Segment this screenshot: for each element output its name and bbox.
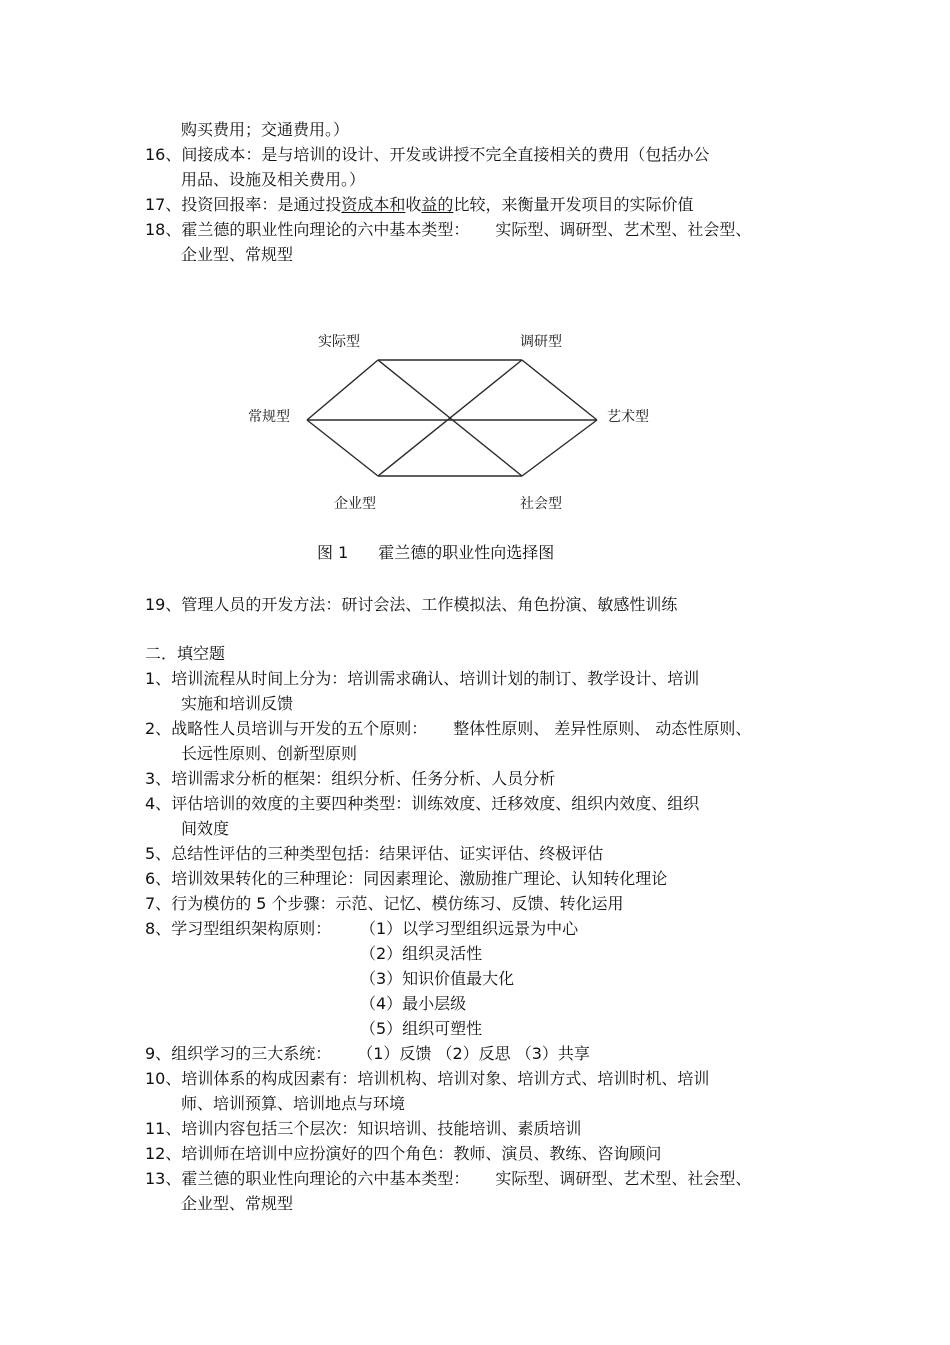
item17-underlined-benefit: 益的	[421, 195, 454, 214]
s2-item9-line	[145, 1044, 590, 1064]
figure-caption	[317, 543, 554, 563]
s2-item1-number: 1、	[145, 669, 172, 688]
hex-right-lower-edge	[522, 420, 597, 476]
s2-item5-number: 5、	[145, 844, 172, 863]
s2-item7-line	[145, 894, 624, 914]
item16-text: 间接成本：是与培训的设计、开发或讲授不完全直接相关的费用（包括办公	[181, 145, 710, 164]
label-investigative: 调研型	[520, 334, 562, 350]
s2-item2-line2: 长远性原则、创新型原则	[181, 744, 358, 763]
s2-item11-text: 培训内容包括三个层次：知识培训、技能培训、素质培训	[181, 1119, 582, 1138]
s2-item1-text: 培训流程从时间上分为：培训需求确认、培训计划的制订、教学设计、培训	[171, 669, 700, 688]
hex-right-upper-edge	[522, 360, 597, 420]
item17-number: 17、	[145, 195, 182, 214]
s2-item8-sub2: （2）组织灵活性	[360, 944, 483, 963]
s2-item8-sub1: （1）以学习型组织远景为中心	[360, 919, 579, 938]
item17-text-post: 比较，来衡量开发项目的实际价值	[453, 195, 694, 214]
item16-line2: 用品、设施及相关费用。）	[181, 170, 366, 189]
s2-item13-line1	[145, 1169, 751, 1189]
item18-types: 实际型、调研型、艺术型、社会型、	[495, 220, 752, 239]
s2-item1-line1	[145, 669, 699, 689]
s2-item11-line	[145, 1119, 581, 1139]
item18-text: 霍兰德的职业性向理论的六中基本类型：	[181, 220, 470, 239]
item15-continuation: 购买费用；交通费用。）	[181, 120, 350, 139]
s2-item8-sub3: （3）知识价值最大化	[360, 969, 515, 988]
s2-item9-systems: （1）反馈 （2）反思 （3）共享	[357, 1044, 590, 1063]
hex-left-upper-edge	[307, 360, 378, 420]
s2-item3-text: 培训需求分析的框架：组织分析、任务分析、人员分析	[171, 769, 556, 788]
item17-text-mid: 收	[405, 195, 422, 214]
s2-item8-sub5: （5）组织可塑性	[360, 1019, 483, 1038]
s2-item13-number: 13、	[145, 1169, 182, 1188]
s2-item4-line1	[145, 794, 699, 814]
section2-heading: 二．填空题	[145, 644, 226, 663]
s2-item10-line1	[145, 1069, 709, 1089]
item16-number: 16、	[145, 145, 182, 164]
s2-item7-number: 7、	[145, 894, 172, 913]
s2-item8-line	[145, 919, 331, 939]
label-enterprising: 企业型	[334, 496, 376, 512]
s2-item4-text: 评估培训的效度的主要四种类型：训练效度、迁移效度、组织内效度、组织	[171, 794, 700, 813]
s2-item13-types: 实际型、调研型、艺术型、社会型、	[495, 1169, 752, 1188]
s2-item6-number: 6、	[145, 869, 172, 888]
s2-item13-text: 霍兰德的职业性向理论的六中基本类型：	[181, 1169, 470, 1188]
label-realistic: 实际型	[318, 334, 360, 350]
item17-underlined-cost: 资成本和	[341, 195, 406, 214]
item19-number: 19、	[145, 595, 182, 614]
s2-item12-number: 12、	[145, 1144, 182, 1163]
s2-item13-line2: 企业型、常规型	[181, 1194, 294, 1213]
label-conventional: 常规型	[248, 409, 290, 425]
figure-title: 霍兰德的职业性向选择图	[378, 543, 555, 562]
s2-item6-text: 培训效果转化的三种理论：同因素理论、激励推广理论、认知转化理论	[171, 869, 668, 888]
s2-item8-text: 学习型组织架构原则：	[171, 919, 332, 938]
s2-item10-text: 培训体系的构成因素有：培训机构、培训对象、培训方式、培训时机、培训	[181, 1069, 710, 1088]
s2-item10-number: 10、	[145, 1069, 182, 1088]
item18-number: 18、	[145, 220, 182, 239]
s2-item6-line	[145, 869, 667, 889]
label-social: 社会型	[520, 496, 562, 512]
s2-item8-sub4: （4）最小层级	[360, 994, 467, 1013]
s2-item2-number: 2、	[145, 719, 172, 738]
item19-line	[145, 595, 677, 615]
s2-item12-line	[145, 1144, 661, 1164]
item18-line2: 企业型、常规型	[181, 245, 294, 264]
s2-item9-number: 9、	[145, 1044, 172, 1063]
s2-item7-text: 行为模仿的 5 个步骤：示范、记忆、模仿练习、反馈、转化运用	[171, 894, 624, 913]
item17-text-pre: 投资回报率：是通过投	[181, 195, 342, 214]
s2-item8-number: 8、	[145, 919, 172, 938]
s2-item5-text: 总结性评估的三种类型包括：结果评估、证实评估、终极评估	[171, 844, 604, 863]
s2-item2-line1	[145, 719, 751, 739]
s2-item12-text: 培训师在培训中应扮演好的四个角色：教师、演员、教练、咨询顾问	[181, 1144, 662, 1163]
s2-item2-text: 战略性人员培训与开发的五个原则：	[171, 719, 428, 738]
s2-item9-text: 组织学习的三大系统：	[171, 1044, 332, 1063]
label-artistic: 艺术型	[607, 409, 649, 425]
hex-left-lower-edge	[307, 420, 378, 476]
s2-item3-number: 3、	[145, 769, 172, 788]
s2-item4-line2: 间效度	[181, 819, 230, 838]
s2-item2-principles: 整体性原则、 差异性原则、 动态性原则、	[453, 719, 752, 738]
s2-item4-number: 4、	[145, 794, 172, 813]
s2-item1-line2: 实施和培训反馈	[181, 694, 294, 713]
s2-item3-line	[145, 769, 555, 789]
figure-number: 图 1	[317, 543, 349, 562]
s2-item5-line	[145, 844, 603, 864]
s2-item11-number: 11、	[145, 1119, 182, 1138]
item19-text: 管理人员的开发方法：研讨会法、工作模拟法、角色扮演、敏感性训练	[181, 595, 678, 614]
s2-item10-line2: 师、培训预算、培训地点与环境	[181, 1094, 406, 1113]
